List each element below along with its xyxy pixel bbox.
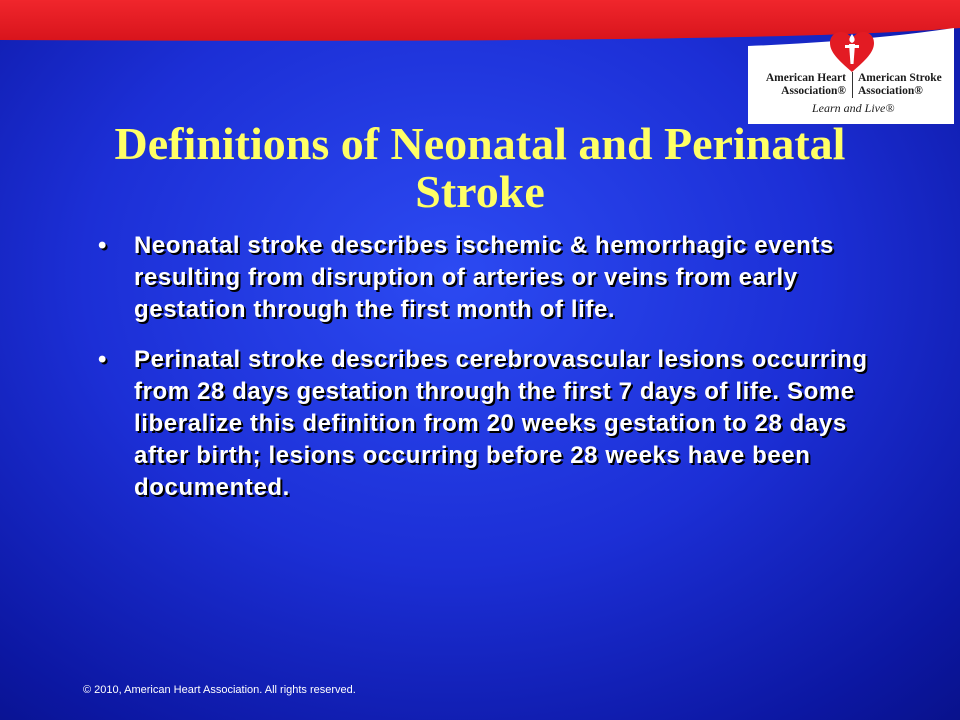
bullet-list xyxy=(98,230,878,522)
logo-divider xyxy=(852,72,853,98)
bullet-text: Perinatal stroke describes cerebrovascular lesions occurring from 28 days gestation through the first 7 days of life. Some liberalize this definition from 20 weeks gestation to 28 days after birth; lesions occurring before 28 weeks have been documented. xyxy=(134,346,868,501)
bullet-marker: • xyxy=(98,346,108,373)
heart-torch-icon xyxy=(828,30,876,74)
slide-title: Definitions of Neonatal and Perinatal Stroke xyxy=(114,118,846,217)
bullet-item-neonatal xyxy=(98,230,878,326)
logo-tagline: Learn and Live® xyxy=(812,101,895,115)
bullet-marker: • xyxy=(98,232,108,259)
copyright-footer: © 2010, American Heart Association. All rights reserved. xyxy=(83,684,356,696)
bullet-item-perinatal xyxy=(98,344,878,504)
bullet-text: Neonatal stroke describes ischemic & hemorrhagic events resulting from disruption of arteries or veins from early gestation through the first month of life. xyxy=(134,232,834,323)
aha-wordmark: American Heart Association® xyxy=(765,72,846,97)
asa-wordmark: American Stroke Association® xyxy=(858,72,942,97)
